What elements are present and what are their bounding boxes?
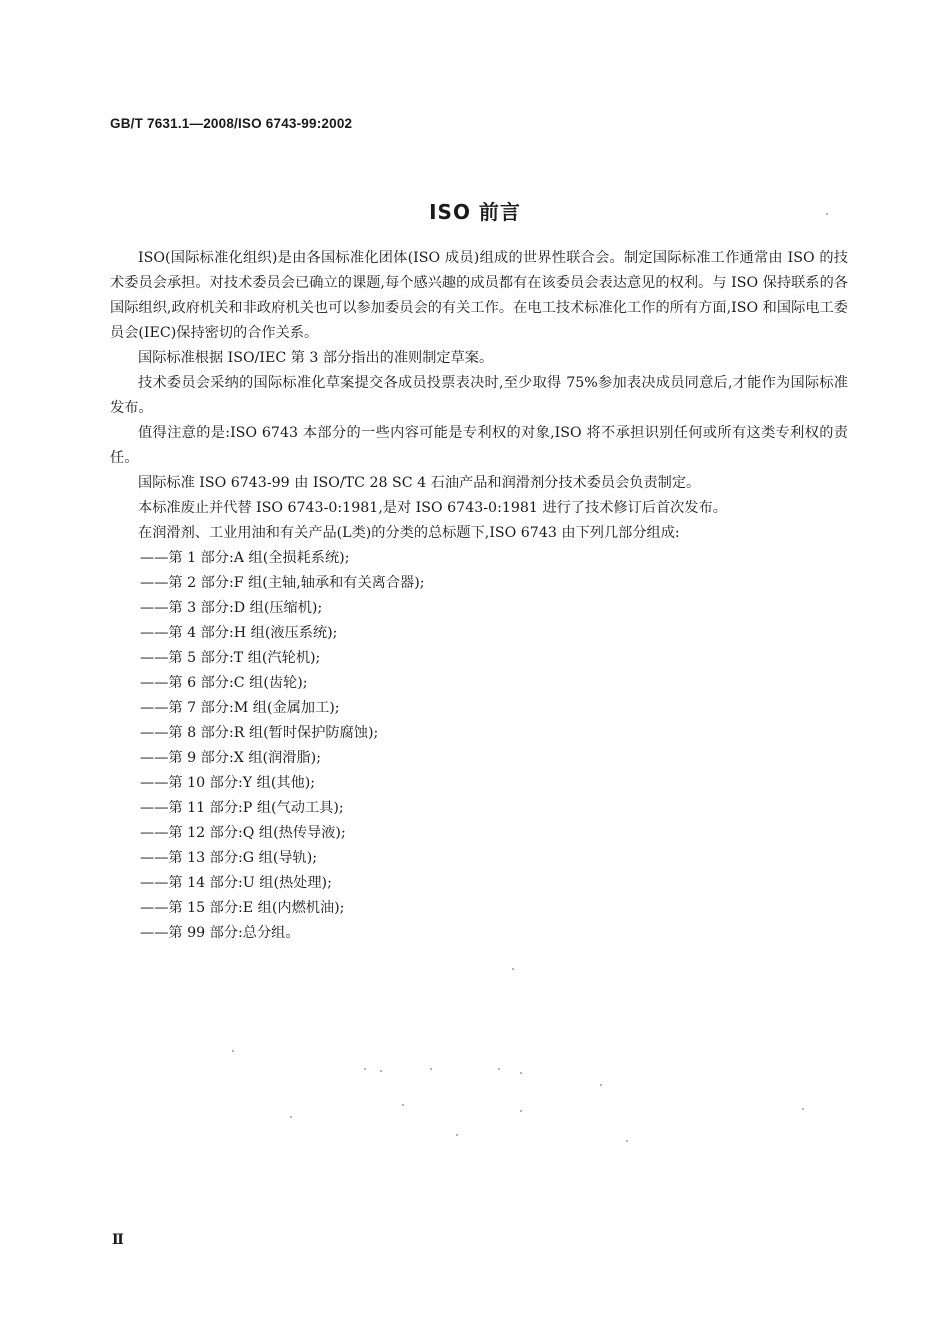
page-number: Ⅱ	[112, 1232, 124, 1248]
scan-speck	[290, 1116, 292, 1118]
list-item: ——第 5 部分:T 组(汽轮机);	[140, 650, 321, 666]
list-item: ——第 12 部分:Q 组(热传导液);	[140, 825, 346, 841]
list-item: ——第 11 部分:P 组(气动工具);	[140, 800, 344, 816]
scan-speck	[520, 1072, 522, 1074]
paragraph-replacement: 本标准废止并代替 ISO 6743-0:1981,是对 ISO 6743-0:1981 进行了技术修订后首次发布。	[138, 500, 727, 516]
scan-speck	[456, 1134, 458, 1136]
scan-speck	[626, 1140, 628, 1142]
scan-speck	[430, 1068, 432, 1070]
list-item: ——第 13 部分:G 组(导轨);	[140, 850, 318, 866]
paragraph-parts-intro: 在润滑剂、工业用油和有关产品(L类)的分类的总标题下,ISO 6743 由下列几部分组成:	[138, 525, 680, 541]
list-item: ——第 15 部分:E 组(内燃机油);	[140, 900, 345, 916]
list-item: ——第 14 部分:U 组(热处理);	[140, 875, 332, 891]
page-title: ISO 前言	[429, 200, 521, 224]
list-item: ——第 99 部分:总分组。	[140, 925, 300, 941]
list-item: ——第 2 部分:F 组(主轴,轴承和有关离合器);	[140, 575, 425, 591]
list-item: ——第 10 部分:Y 组(其他);	[140, 775, 316, 791]
list-item: ——第 1 部分:A 组(全损耗系统);	[140, 550, 350, 566]
parts-list	[110, 546, 848, 946]
list-item: ——第 9 部分:X 组(润滑脂);	[140, 750, 321, 766]
scan-speck	[498, 1068, 500, 1070]
paragraph-iso-intro: ISO(国际标准化组织)是由各国标准化团体(ISO 成员)组成的世界性联合会。制定国际标准工作通常由 ISO 的技术委员会承担。对技术委员会已确立的课题,每个感兴趣的成员都有在该委员会表达意见的权利。与 ISO 保持联系的各国际组织,政府机关和非政府机关也可以参加委员会的有关工作。在电工技术标准化工作的所有方面,ISO 和国际电工委员会(IEC)保持密切的合作关系。	[110, 250, 848, 341]
scan-speck	[402, 1104, 404, 1106]
list-item: ——第 7 部分:M 组(金属加工);	[140, 700, 340, 716]
scan-speck	[600, 1084, 602, 1086]
list-item: ——第 8 部分:R 组(暂时保护防腐蚀);	[140, 725, 379, 741]
scan-speck	[380, 1070, 382, 1072]
scan-speck	[232, 1050, 234, 1052]
paragraph-voting: 技术委员会采纳的国际标准化草案提交各成员投票表决时,至少取得 75%参加表决成员同意后,才能作为国际标准发布。	[110, 375, 848, 416]
scan-speck	[512, 968, 514, 970]
scan-speck	[364, 1068, 366, 1070]
list-item: ——第 4 部分:H 组(液压系统);	[140, 625, 338, 641]
standard-code-header: GB/T 7631.1—2008/ISO 6743-99:2002	[110, 116, 353, 131]
paragraph-patent-notice: 值得注意的是:ISO 6743 本部分的一些内容可能是专利权的对象,ISO 将不承担识别任何或所有这类专利权的责任。	[110, 425, 848, 466]
scan-speck	[802, 1108, 804, 1110]
paragraph-committee: 国际标准 ISO 6743-99 由 ISO/TC 28 SC 4 石油产品和润滑剂分技术委员会负责制定。	[138, 475, 701, 491]
paragraph-drafting-rules: 国际标准根据 ISO/IEC 第 3 部分指出的准则制定草案。	[138, 350, 494, 366]
scan-speck	[520, 1110, 522, 1112]
scan-speck	[826, 213, 828, 215]
list-item: ——第 3 部分:D 组(压缩机);	[140, 600, 323, 616]
list-item: ——第 6 部分:C 组(齿轮);	[140, 675, 308, 691]
foreword-body	[110, 246, 848, 946]
